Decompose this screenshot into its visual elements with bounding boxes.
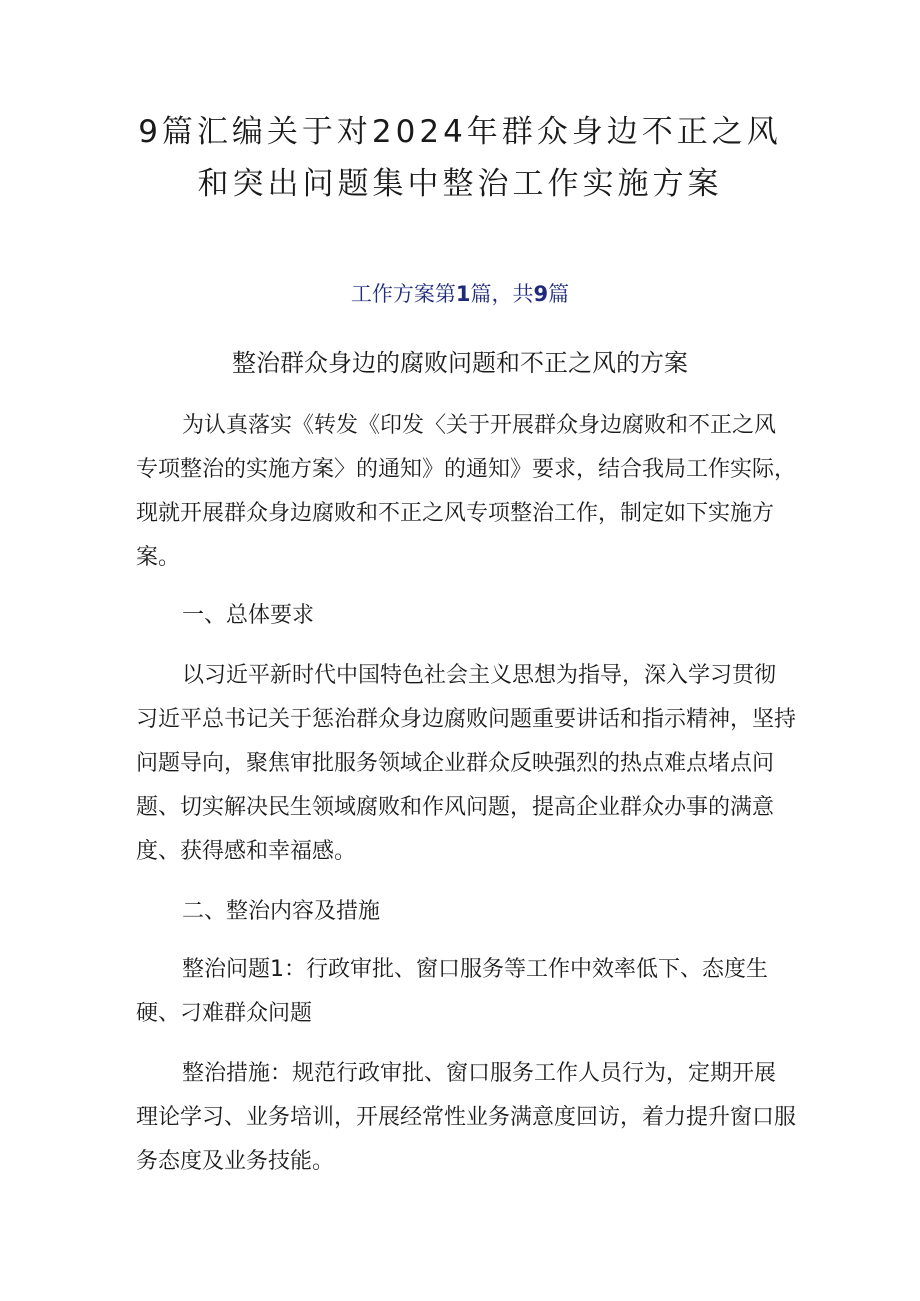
part-label-suffix: 篇	[548, 282, 570, 306]
paragraph-intro: 为认真落实《转发《印发〈关于开展群众身边腐败和不正之风专项整治的实施方案〉的通知》的通知》要求，结合我局工作实际，现就开展群众身边腐败和不正之风专项整治工作，制定如下实施方案。	[136, 413, 797, 570]
paragraph-measure-1: 整治措施：规范行政审批、窗口服务工作人员行为，定期开展理论学习、业务培训，开展经常性业务满意度回访，着力提升窗口服务态度及业务技能。	[136, 1061, 797, 1174]
paragraph-guiding-principle: 以习近平新时代中国特色社会主义思想为指导，深入学习贯彻习近平总书记关于惩治群众身边腐败问题重要讲话和指示精神，坚持问题导向，聚焦审批服务领域企业群众反映强烈的热点难点堵点问题、切实解决民生领域腐败和作风问题，提高企业群众办事的满意度、获得感和幸福感。	[136, 663, 797, 864]
heading-rectification-measures: 二、整治内容及措施	[182, 899, 381, 924]
part-label	[0, 278, 920, 310]
document-title-line-2: 和突出问题集中整治工作实施方案	[197, 166, 723, 202]
document-title-line-1: 9篇汇编关于对2024年群众身边不正之风	[138, 114, 782, 150]
part-label-mid: 篇，共	[470, 282, 534, 306]
part-label-total: 9	[533, 282, 549, 306]
heading-overall-requirements: 一、总体要求	[182, 603, 315, 628]
part-label-prefix: 工作方案第	[350, 282, 456, 306]
paragraph-issue-1: 整治问题1：行政审批、窗口服务等工作中效率低下、态度生硬、刁难群众问题	[136, 957, 768, 1026]
part-label-current: 1	[455, 282, 471, 306]
section-subtitle: 整治群众身边的腐败问题和不正之风的方案	[232, 349, 688, 377]
